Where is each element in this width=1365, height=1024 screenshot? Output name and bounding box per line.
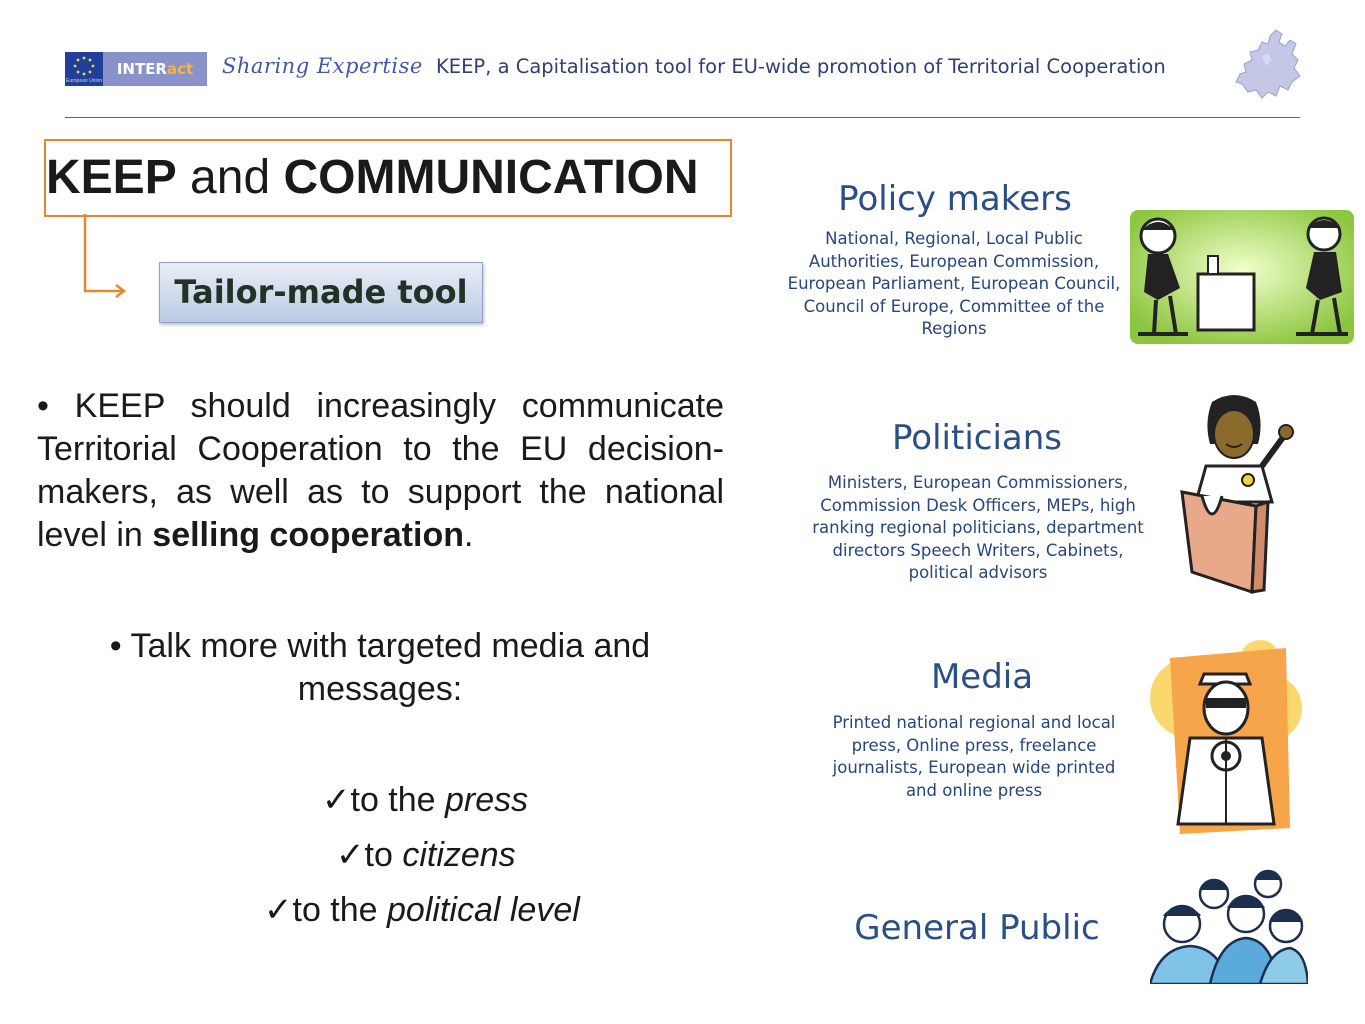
checkmark-icon: ✓: [264, 891, 293, 929]
crowd-illustration-icon: [1150, 868, 1308, 984]
check-item-citizens: ✓to citizens: [336, 836, 516, 874]
connector-arrow-icon: [60, 214, 140, 304]
header-title: KEEP, a Capitalisation tool for EU-wide promotion of Territorial Cooperation: [436, 55, 1166, 78]
journalist-illustration-icon: [1150, 638, 1306, 836]
interact-logo: INTERact: [103, 52, 207, 86]
audience-title-general-public: General Public: [854, 908, 1100, 948]
check-item-press: ✓to the press: [322, 781, 529, 819]
europe-map-icon: [1232, 26, 1308, 102]
tagline: Sharing Expertise: [222, 54, 423, 78]
audience-title-media: Media: [930, 657, 1034, 697]
check-item-political-level: ✓to the political level: [264, 891, 580, 929]
tailor-made-tool-label: Tailor-made tool: [159, 262, 483, 323]
slide-title: KEEP and COMMUNICATION: [44, 139, 732, 217]
audience-title-politicians: Politicians: [892, 418, 1062, 458]
checkmark-icon: ✓: [322, 781, 351, 819]
audience-title-policy-makers: Policy makers: [838, 179, 1072, 219]
checkmark-icon: ✓: [336, 836, 365, 874]
speaker-illustration-icon: [1172, 392, 1296, 596]
meeting-illustration-icon: [1128, 208, 1356, 346]
audience-desc-policy-makers: National, Regional, Local Public Authorities, European Commission, European Parliament, European Council, Council of Europe, Committee of the Regions: [787, 229, 1121, 339]
audience-desc-politicians: Ministers, European Commissioners, Commission Desk Officers, MEPs, high ranking regional politicians, department directors Speech Writers, Cabinets, political advisors: [812, 473, 1144, 583]
logo-caption: European Union: [66, 78, 103, 84]
bullet-paragraph-2: • Talk more with targeted media and messages:: [109, 627, 651, 708]
header-divider: [65, 117, 1300, 118]
audience-desc-media: Printed national regional and local press, Online press, freelance journalists, European wide printed and online press: [832, 713, 1116, 800]
bullet-paragraph-1: • KEEP should increasingly communicate Territorial Cooperation to the EU decision-makers, as well as to support the national level in selling cooperation.: [37, 387, 724, 554]
